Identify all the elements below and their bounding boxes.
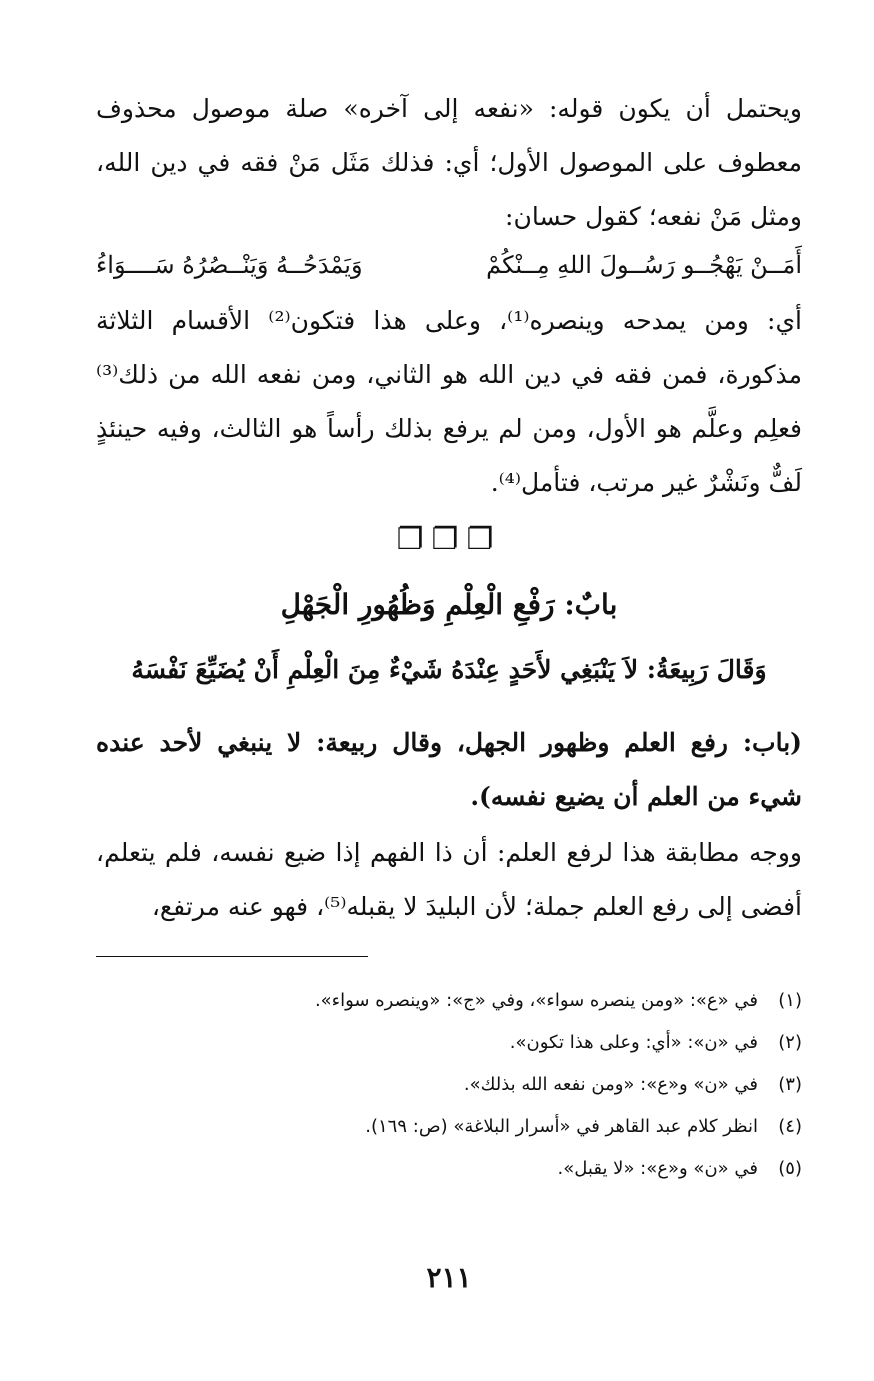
footnote-number: (٢): [778, 1032, 802, 1053]
footnote-number: (٣): [778, 1074, 802, 1095]
paragraph-three-categories: أي: ومن يمدحه وينصره⁽¹⁾، وعلى هذا فتكون⁽²⁾ الأقسام الثلاثة مذكورة، فمن فقه في دين الله هو الثاني، ومن نفعه الله من ذلك⁽³⁾ فعلِم وعلَّم هو الأول، ومن لم يرفع بذلك رأساً هو الثالث، وفيه حينئذٍ لَفٌّ ونَشْرٌ غير مرتب، فتأمل⁽⁴⁾.: [96, 306, 802, 497]
chapter-title: رَفْعِ الْعِلْمِ وَظُهُورِ الْجَهْلِ: [280, 588, 555, 621]
footnote-item: [96, 1106, 802, 1148]
footnote-text: في «ن» و«ع»: «ومن نفعه الله بذلك».: [463, 1074, 758, 1095]
section-separator: ❐❐❐: [396, 522, 502, 557]
footnote-text: في «ن» و«ع»: «لا يقبل».: [557, 1158, 758, 1179]
hadith-text: وَقَالَ رَبِيعَةُ: لاَ يَنْبَغِي لأَحَدٍ عِنْدَهُ شَيْءٌ مِنَ الْعِلْمِ أَنْ يُضَيِّعَ نَفْسَهُ: [131, 655, 767, 684]
footnote-number: (١): [778, 990, 802, 1011]
page-number: ٢١١: [426, 1261, 472, 1294]
paragraph-correspondence: ووجه مطابقة هذا لرفع العلم: أن ذا الفهم إذا ضيع نفسه، فلم يتعلم، أفضى إلى رفع العلم جملة؛ لأن البليدَ لا يقبله⁽⁵⁾، فهو عنه مرتفع،: [96, 838, 802, 921]
footnote-divider: [96, 956, 368, 957]
footnote-number: (٥): [778, 1158, 802, 1179]
footnote-number: (٤): [778, 1116, 802, 1137]
verse-first-hemistich: أَمَــنْ يَهْجُــو رَسُــولَ اللهِ مِــنْكُمْ: [486, 251, 802, 279]
footnote-item: [96, 1022, 802, 1064]
verse-second-hemistich: وَيَمْدَحُــهُ وَيَنْــصُرُهُ سَــــوَاءُ: [96, 251, 363, 279]
footnote-text: في «ع»: «ومن ينصره سواء»، وفي «ج»: «وينصره سواء».: [314, 990, 758, 1011]
footnote-text: في «ن»: «أي: وعلى هذا تكون».: [509, 1032, 758, 1053]
footnotes-list: [96, 980, 802, 1190]
footnote-item: [96, 1064, 802, 1106]
footnote-text: انظر كلام عبد القاهر في «أسرار البلاغة» (ص: ١٦٩).: [365, 1116, 758, 1137]
chapter-heading: [96, 577, 802, 633]
footnote-item: [96, 980, 802, 1022]
chapter-label: بابٌ:: [564, 588, 618, 621]
book-page: [96, 0, 802, 1381]
paragraph-chapter-quote: (باب: رفع العلم وظهور الجهل، وقال ربيعة: لا ينبغي لأحد عنده شيء من العلم أن يضيع نفسه).: [96, 728, 802, 811]
footnote-item: [96, 1148, 802, 1190]
poetry-verse: [96, 238, 802, 292]
paragraph-hassan-intro: ويحتمل أن يكون قوله: «نفعه إلى آخره» صلة موصول محذوف معطوف على الموصول الأول؛ أي: فذلك مَثَل مَنْ فقه في دين الله، ومثل مَنْ نفعه؛ كقول حسان:: [96, 94, 802, 231]
